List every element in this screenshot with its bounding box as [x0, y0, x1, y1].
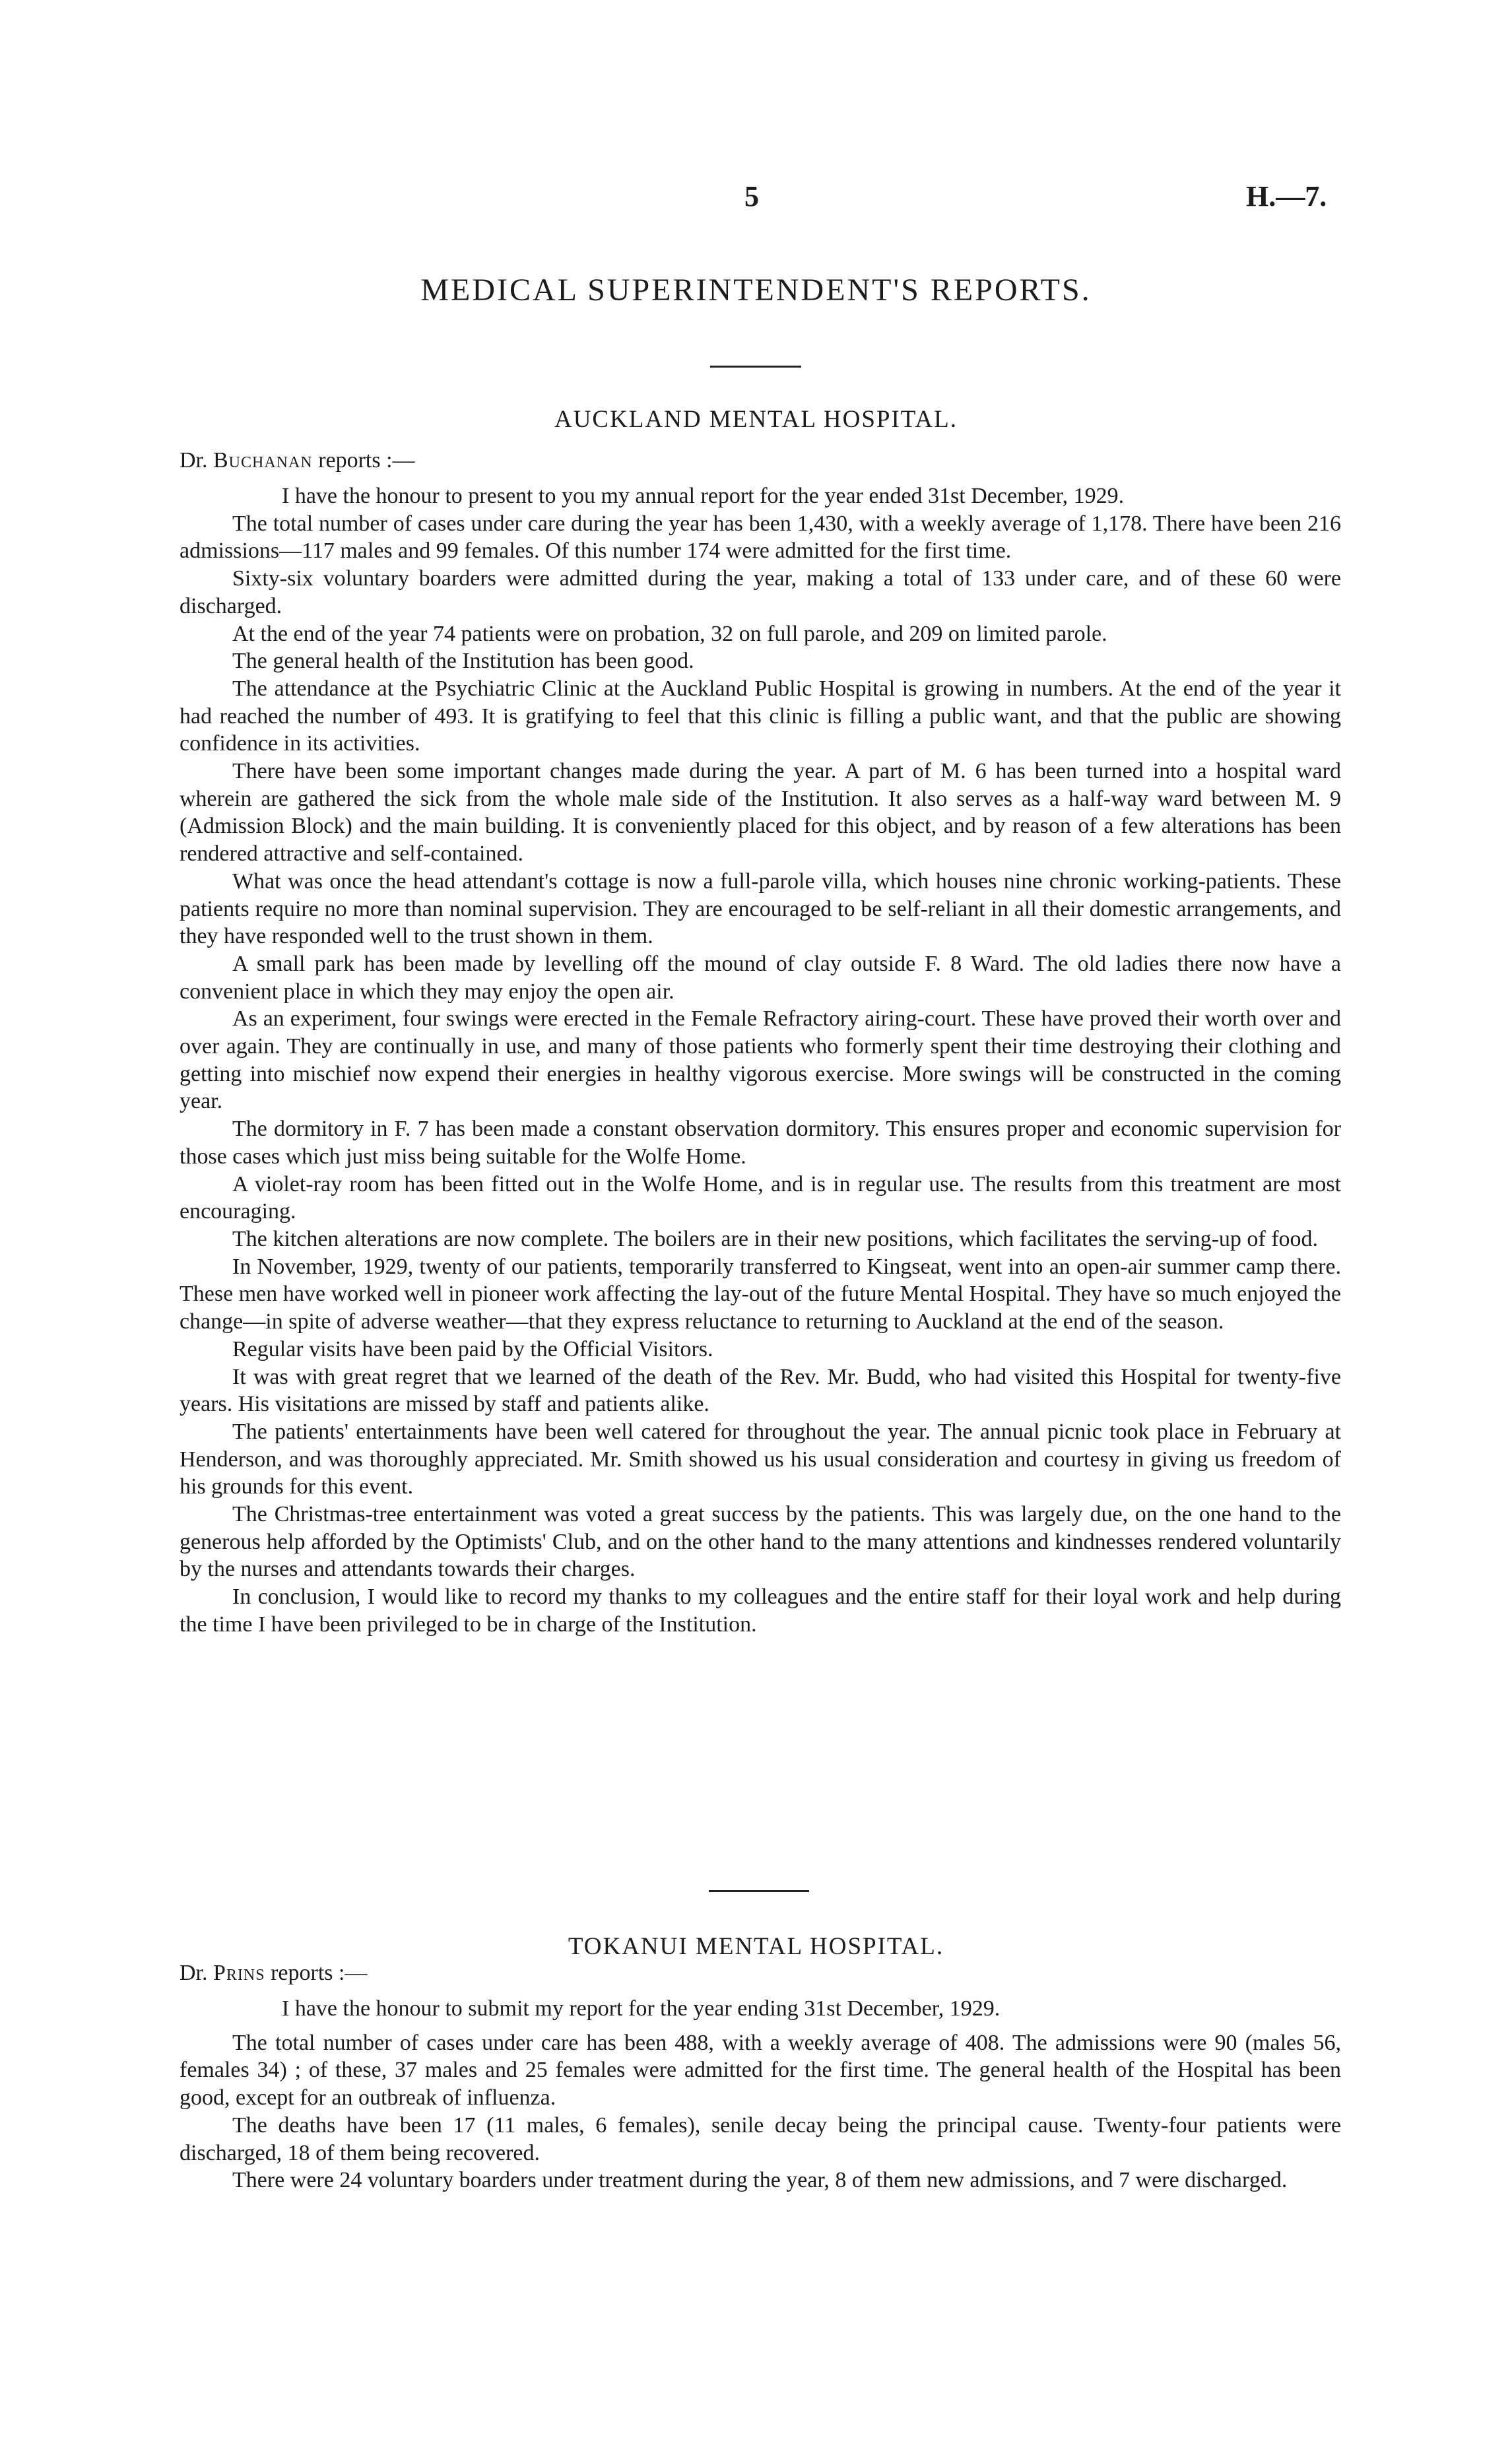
paragraph: The attendance at the Psychiatric Clinic at the Auckland Public Hospital is growing in numbers. At the end of the year it had reached the number of 493. It is gratifying to feel that this clinic is filling a public want, and that the public are showing confidence in its activities.	[180, 676, 1341, 756]
paragraph: At the end of the year 74 patients were on probation, 32 on full parole, and 209 on limited parole.	[232, 621, 1107, 646]
reporter-suffix: reports :—	[271, 1961, 368, 1985]
page-number: 5	[744, 180, 759, 213]
section-body-tokanui	[180, 1995, 1341, 2194]
paragraph: In conclusion, I would like to record my thanks to my colleagues and the entire staff for their loyal work and help during the time I have been privileged to be in charge of the Institution.	[180, 1585, 1341, 1637]
paragraph: As an experiment, four swings were erected in the Female Refractory airing-court. These have proved their worth over and over again. They are continually in use, and many of those patients who formerly spent their time destroying their clothing and getting into mischief now expend their energies in healthy vigorous exercise. More swings will be constructed in the coming year.	[180, 1006, 1341, 1114]
section-title-auckland: AUCKLAND MENTAL HOSPITAL.	[554, 406, 958, 433]
paragraph: A violet-ray room has been fitted out in the Wolfe Home, and is in regular use. The results from this treatment are most encouraging.	[180, 1171, 1341, 1224]
main-title: MEDICAL SUPERINTENDENT'S REPORTS.	[420, 273, 1092, 308]
paragraph: I have the honour to present to you my annual report for the year ended 31st December, 1929.	[282, 484, 1125, 508]
reporter-name: Prins	[213, 1961, 265, 1985]
paragraph: Regular visits have been paid by the Official Visitors.	[232, 1336, 713, 1361]
paragraph: The patients' entertainments have been well catered for throughout the year. The annual picnic took place in February at Henderson, and was thoroughly appreciated. Mr. Smith showed us his usual consideration and courtesy in giving us freedom of his grounds for this event.	[180, 1419, 1341, 1499]
reporter-prefix: Dr.	[180, 1961, 208, 1985]
reporter-prefix: Dr.	[180, 448, 208, 473]
section-body-auckland	[180, 482, 1341, 1639]
paragraph: There have been some important changes made during the year. A part of M. 6 has been turned into a hospital ward wherein are gathered the sick from the whole male side of the Institution. It also serves as a half-way ward between M. 9 (Admission Block) and the main building. It is conveniently placed for this object, and by reason of a few alterations has been rendered attractive and self-contained.	[180, 759, 1341, 867]
reporter-line-tokanui	[180, 1961, 367, 1986]
title-rule	[710, 366, 801, 368]
paragraph: I have the honour to submit my report for the year ending 31st December, 1929.	[282, 1996, 1001, 2021]
reporter-name: Buchanan	[213, 448, 313, 473]
section-title-tokanui: TOKANUI MENTAL HOSPITAL.	[568, 1933, 944, 1960]
paragraph: A small park has been made by levelling off the mound of clay outside F. 8 Ward. The old ladies there now have a convenient place in which they may enjoy the open air.	[180, 951, 1341, 1004]
paragraph: Sixty-six voluntary boarders were admitted during the year, making a total of 133 under care, and of these 60 were discharged.	[180, 566, 1341, 618]
reporter-suffix: reports :—	[318, 448, 415, 473]
paragraph: The kitchen alterations are now complete. The boilers are in their new positions, which facilitates the serving-up of food.	[232, 1226, 1319, 1251]
document-code: H.—7.	[1246, 180, 1327, 213]
paragraph: The general health of the Institution has been good.	[232, 649, 694, 674]
paragraph: The deaths have been 17 (11 males, 6 females), senile decay being the principal cause. Twenty-four patients were discharged, 18 of them being recovered.	[180, 2112, 1341, 2165]
paragraph: The dormitory in F. 7 has been made a constant observation dormitory. This ensures proper and economic supervision for those cases which just miss being suitable for the Wolfe Home.	[180, 1117, 1341, 1169]
paragraph: In November, 1929, twenty of our patients, temporarily transferred to Kingseat, went into an open-air summer camp there. These men have worked well in pioneer work affecting the lay-out of the future Mental Hospital. They have so much enjoyed the change—in spite of adverse weather—that they express reluctance to returning to Auckland at the end of the season.	[180, 1254, 1341, 1334]
paragraph: What was once the head attendant's cottage is now a full-parole villa, which houses nine chronic working-patients. These patients require no more than nominal supervision. They are encouraged to be self-reliant in all their domestic arrangements, and they have responded well to the trust shown in them.	[180, 868, 1341, 949]
paragraph: The total number of cases under care during the year has been 1,430, with a weekly average of 1,178. There have been 216 admissions—117 males and 99 females. Of this number 174 were admitted for the first time.	[180, 511, 1341, 564]
reporter-line-auckland	[180, 448, 415, 473]
paragraph: There were 24 voluntary boarders under treatment during the year, 8 of them new admissions, and 7 were discharged.	[232, 2168, 1288, 2193]
paragraph: The Christmas-tree entertainment was voted a great success by the patients. This was largely due, on the one hand to the generous help afforded by the Optimists' Club, and on the other hand to the many attentions and kindnesses rendered voluntarily by the nurses and attendants towards their charges.	[180, 1502, 1341, 1582]
paragraph: It was with great regret that we learned of the death of the Rev. Mr. Budd, who had visited this Hospital for twenty-five years. His visitations are missed by staff and patients alike.	[180, 1364, 1341, 1417]
section-divider-rule	[709, 1890, 809, 1892]
paragraph: The total number of cases under care has been 488, with a weekly average of 408. The admissions were 90 (males 56, females 34) ; of these, 37 males and 25 females were admitted for the first time. The general health of the Hospital has been good, except for an outbreak of influenza.	[180, 2030, 1341, 2111]
